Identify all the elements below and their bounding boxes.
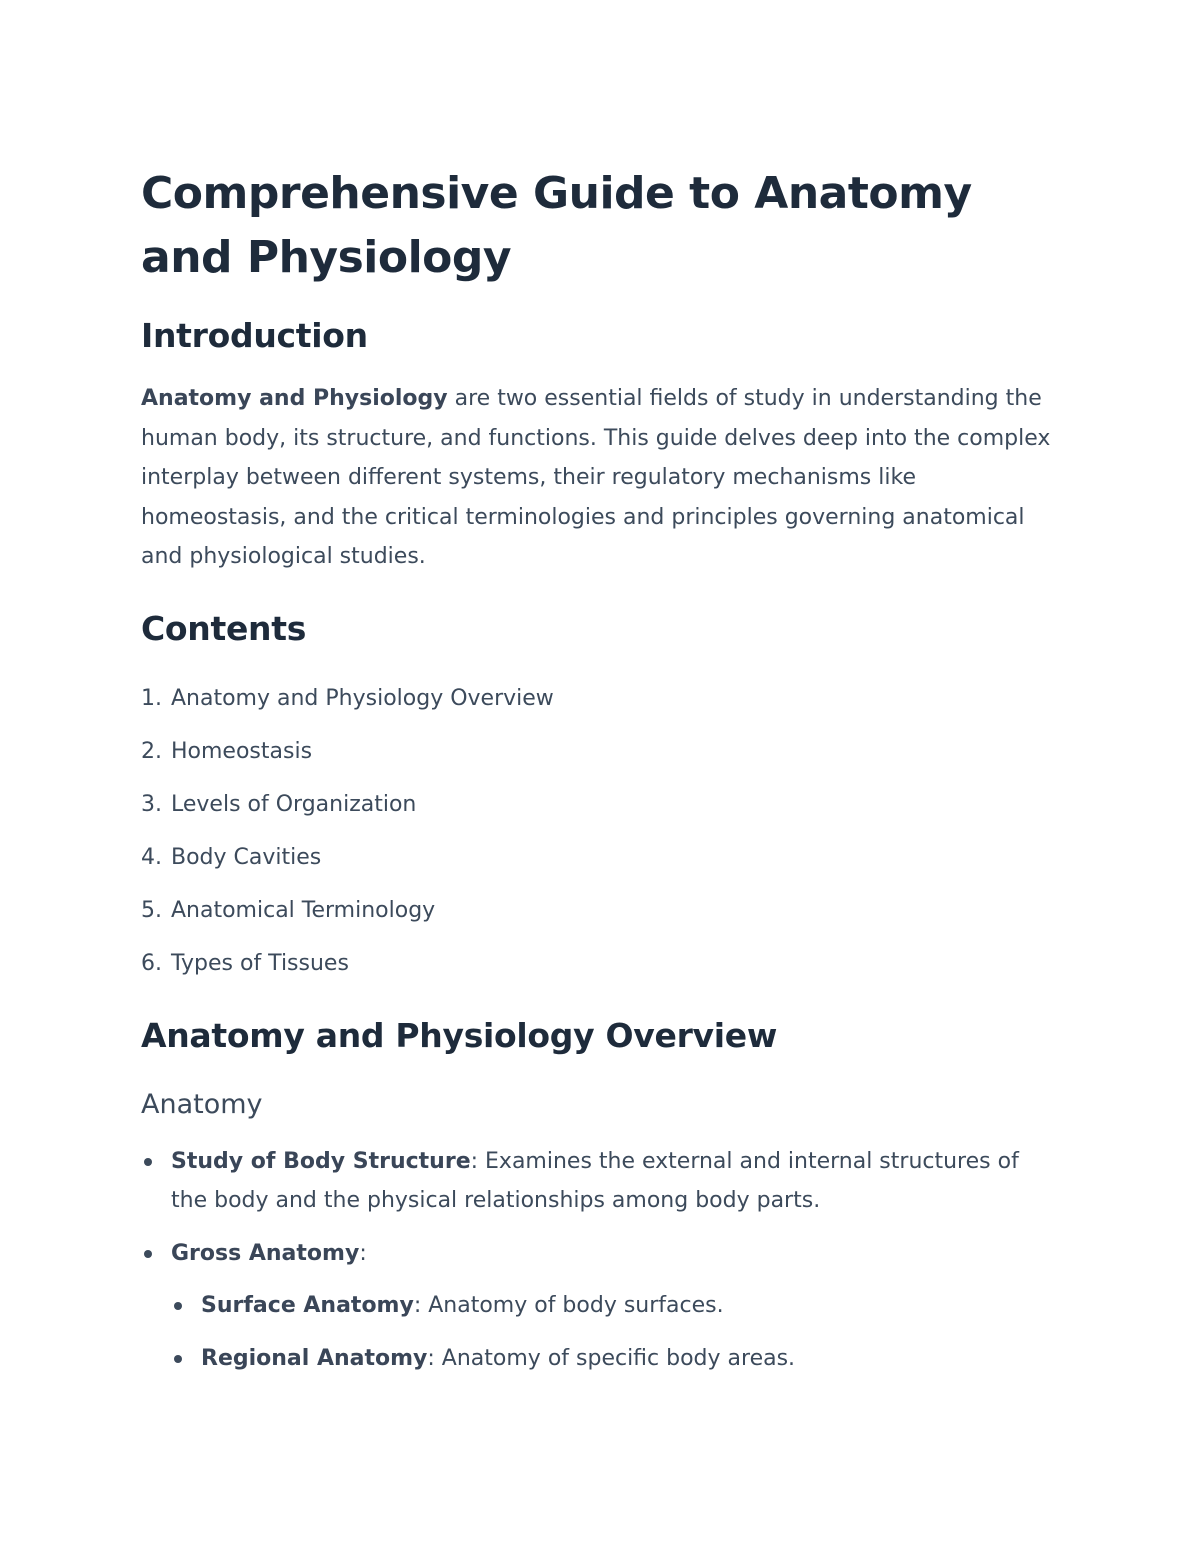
bullet-text: : bbox=[359, 1240, 367, 1266]
contents-item-number: 2. bbox=[141, 738, 162, 764]
overview-heading: Anatomy and Physiology Overview bbox=[141, 1015, 778, 1055]
sub-bullet-list bbox=[171, 1286, 1061, 1378]
contents-item-number: 3. bbox=[141, 791, 162, 817]
bullet-text: : Anatomy of body surfaces. bbox=[413, 1293, 724, 1318]
contents-heading: Contents bbox=[141, 608, 307, 648]
sub-bullet-item bbox=[171, 1339, 1061, 1379]
anatomy-bullet-list bbox=[141, 1142, 1061, 1379]
bullet-term: Surface Anatomy bbox=[201, 1293, 414, 1318]
contents-item bbox=[141, 725, 1061, 778]
bullet-icon bbox=[144, 1250, 152, 1258]
bullet-text: : Anatomy of specific body areas. bbox=[427, 1345, 796, 1371]
bullet-item bbox=[141, 1142, 1061, 1221]
contents-item-number: 6. bbox=[141, 950, 162, 976]
contents-item-label: Levels of Organization bbox=[171, 791, 417, 817]
bullet-icon bbox=[174, 1302, 182, 1310]
sub-bullet-item bbox=[171, 1286, 1061, 1326]
contents-item-number: 5. bbox=[141, 897, 162, 923]
contents-item bbox=[141, 937, 1061, 990]
anatomy-subheading: Anatomy bbox=[141, 1088, 263, 1120]
bullet-term: Gross Anatomy bbox=[171, 1240, 360, 1266]
contents-list bbox=[141, 672, 1061, 990]
contents-item-label: Body Cavities bbox=[171, 844, 322, 870]
bullet-text: : Examines the external and internal structures of the body and the physical relationships among body parts. bbox=[171, 1148, 1019, 1213]
bullet-icon bbox=[144, 1158, 152, 1166]
contents-item-number: 1. bbox=[141, 685, 162, 711]
introduction-paragraph bbox=[141, 379, 1061, 577]
contents-item-label: Anatomy and Physiology Overview bbox=[171, 685, 554, 711]
bullet-term: Regional Anatomy bbox=[201, 1345, 428, 1371]
contents-item-number: 4. bbox=[141, 844, 162, 870]
bullet-item bbox=[141, 1234, 1061, 1379]
contents-item-label: Types of Tissues bbox=[171, 950, 349, 976]
contents-item-label: Anatomical Terminology bbox=[171, 897, 436, 923]
introduction-bold-lead: Anatomy and Physiology bbox=[141, 386, 448, 411]
introduction-heading: Introduction bbox=[141, 316, 368, 355]
document-title: Comprehensive Guide to Anatomy and Physiology bbox=[141, 168, 972, 283]
bullet-term: Study of Body Structure bbox=[171, 1148, 471, 1174]
introduction-text: are two essential fields of study in understanding the human body, its structure, and functions. This guide delves deep into the complex interplay between different systems, their regulatory mechanisms like homeostasis, and the critical terminologies and principles governing anatomical and physiological studies. bbox=[141, 386, 1051, 569]
document-page bbox=[141, 162, 1061, 1391]
contents-item bbox=[141, 884, 1061, 937]
contents-item-label: Homeostasis bbox=[171, 738, 313, 764]
contents-item bbox=[141, 831, 1061, 884]
contents-item bbox=[141, 672, 1061, 725]
bullet-icon bbox=[174, 1355, 182, 1363]
contents-item bbox=[141, 778, 1061, 831]
